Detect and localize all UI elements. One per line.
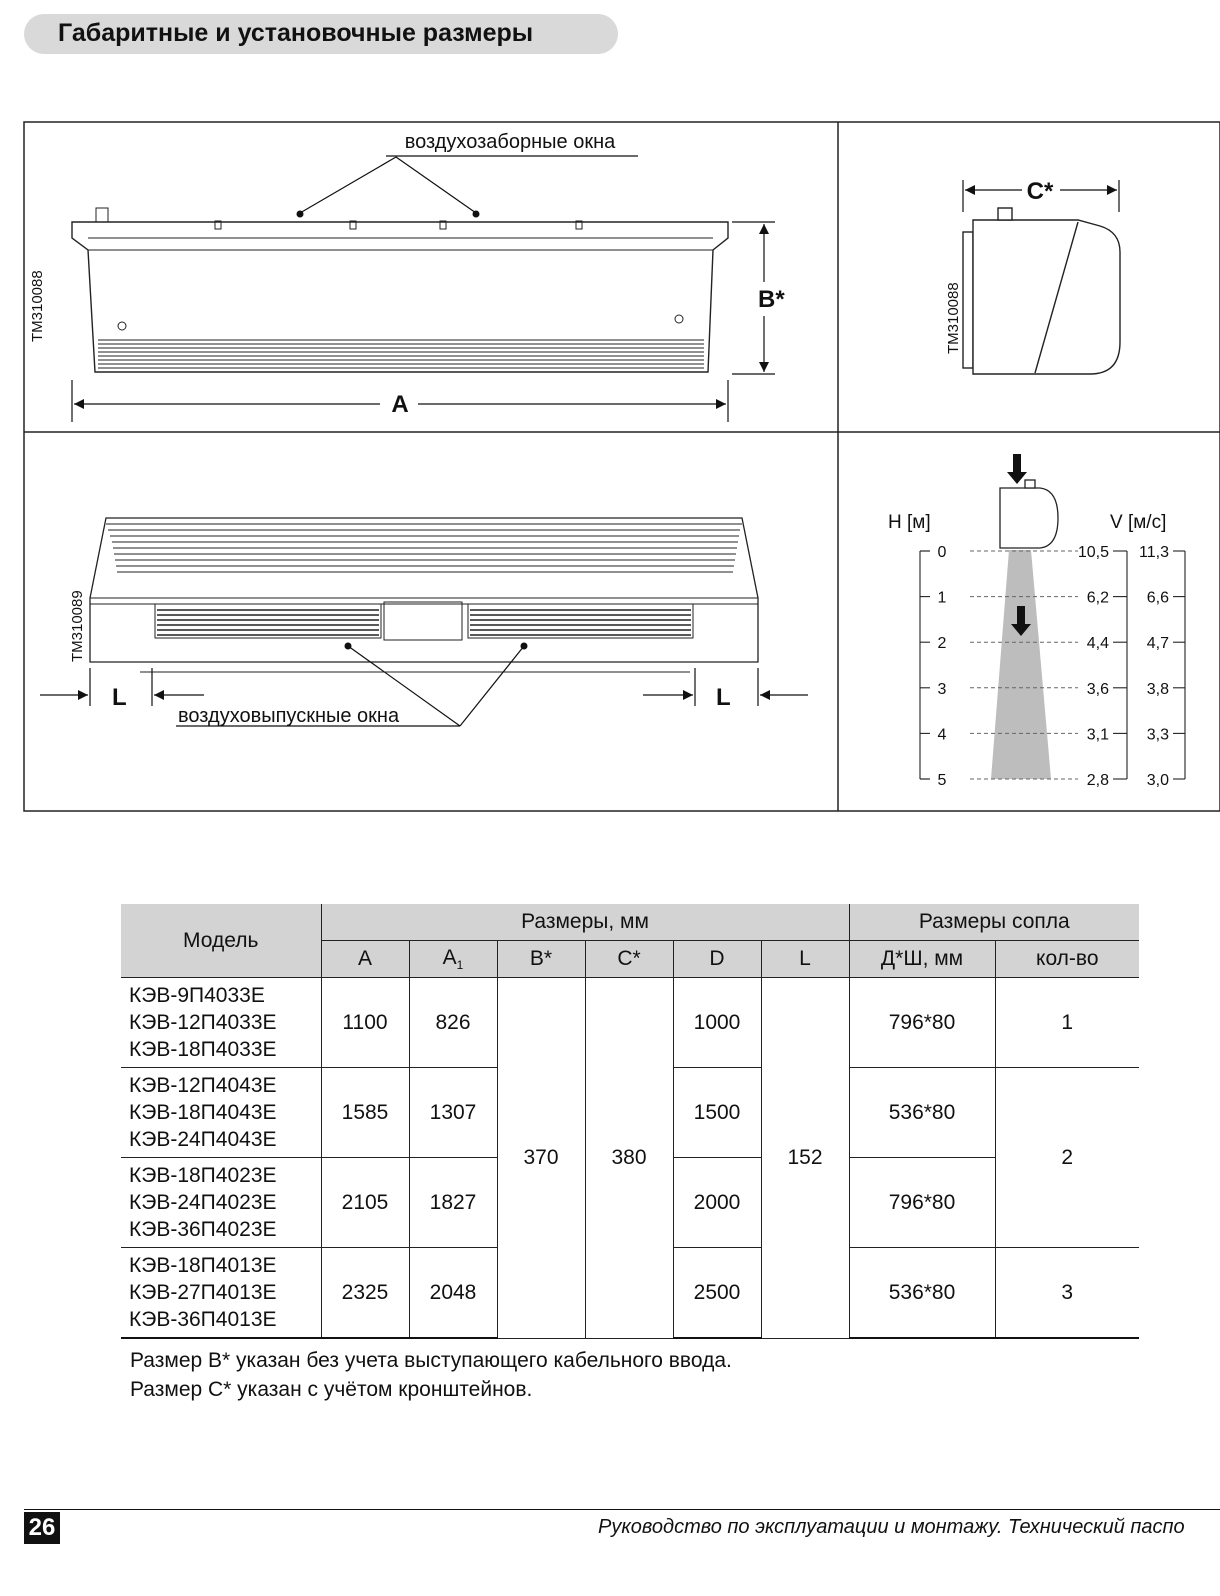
table-row [121,978,1139,1068]
height-tick-label: 0 [937,544,947,561]
side-view-drawing [945,178,1120,374]
cell-b-merged: 370 [497,978,585,1339]
airflow-row [920,681,1185,698]
height-tick-label: 1 [937,589,947,607]
header-a: A [321,941,409,978]
side-view-code: TM310088 [945,282,962,354]
header-l: L [761,941,849,978]
velocity-label-2: 11,3 [1139,544,1169,561]
header-qty: кол-во [995,941,1139,978]
outlet-windows-label: воздуховыпускные окна [178,705,400,727]
cell-c-merged: 380 [585,978,673,1339]
airflow-row [920,635,1185,652]
bottom-view-code: TM310089 [69,590,86,662]
velocity-label-1: 4,4 [1086,635,1109,653]
velocity-label-2: 6,6 [1146,589,1169,607]
cell-dw: 796*80 [849,1158,995,1248]
cell-qty: 3 [995,1248,1139,1339]
dim-a-label: A [391,391,409,418]
airflow-row [920,590,1185,607]
height-tick-label: 2 [937,635,947,653]
header-nozzle-group: Размеры сопла [849,904,1139,941]
dim-c-label: C* [1026,178,1054,205]
cell-a1: 2048 [409,1248,497,1339]
intake-windows-label: воздухозаборные окна [404,131,616,153]
cell-a1: 1827 [409,1158,497,1248]
section-title: Габаритные и установочные размеры [58,19,534,47]
dimensions-table [121,904,1139,1339]
velocity-label-2: 3,8 [1146,680,1169,698]
cell-dw: 796*80 [849,978,995,1068]
table-notes [130,1346,732,1404]
cell-d: 2500 [673,1248,761,1339]
cell-a: 1100 [321,978,409,1068]
velocity-label-2: 3,3 [1146,726,1169,744]
front-view-drawing [29,131,785,422]
header-dw: Д*Ш, мм [849,941,995,978]
cell-a: 2325 [321,1248,409,1339]
dim-l-right: L [716,684,731,711]
header-sizes-group: Размеры, мм [321,904,849,941]
height-tick-label: 3 [937,680,947,698]
cell-a1: 1307 [409,1068,497,1158]
cell-a1: 826 [409,978,497,1068]
cell-d: 1000 [673,978,761,1068]
cell-qty-merged: 2 [995,1068,1139,1248]
velocity-label-1: 10,5 [1077,544,1109,561]
intake-arrow-icon [1007,454,1027,484]
header-d: D [673,941,761,978]
dim-b-label: B* [758,286,785,313]
cell-l-merged: 152 [761,978,849,1339]
velocity-label-1: 2,8 [1086,772,1109,789]
footer-text: Руководство по эксплуатации и монтажу. Технический паспо [598,1516,1185,1538]
front-view-code: TM310088 [29,270,46,342]
cell-dw: 536*80 [849,1068,995,1158]
header-a1: $A_1$ [409,941,497,978]
cell-a: 1585 [321,1068,409,1158]
velocity-label-2: 3,0 [1146,772,1169,789]
page-number: 26 [24,1512,60,1544]
h-axis-label: H [м] [888,512,931,533]
airflow-cone [991,550,1051,779]
v-axis-label: V [м/с] [1110,512,1167,533]
airflow-diagram [888,454,1185,789]
dim-l-left: L [112,684,127,711]
cell-d: 2000 [673,1158,761,1248]
header-b: B* [497,941,585,978]
airflow-row [920,772,1185,789]
model-cell: КЭВ-18П4023E КЭВ-24П4023E КЭВ-36П4023E [121,1158,321,1248]
velocity-label-1: 3,1 [1086,726,1109,744]
cell-dw: 536*80 [849,1248,995,1339]
velocity-label-2: 4,7 [1146,635,1169,653]
velocity-label-1: 3,6 [1086,680,1109,698]
note-b: Размер B* указан без учета выступающего кабельного ввода. [130,1349,732,1372]
velocity-label-1: 6,2 [1086,589,1109,607]
header-model: Модель [121,904,321,978]
height-tick-label: 4 [937,726,947,744]
cell-d: 1500 [673,1068,761,1158]
footer-rule [24,1509,1220,1510]
airflow-row [920,726,1185,743]
model-cell: КЭВ-9П4033E КЭВ-12П4033E КЭВ-18П4033E [121,978,321,1068]
model-cell: КЭВ-12П4043E КЭВ-18П4043E КЭВ-24П4043E [121,1068,321,1158]
height-tick-label: 5 [937,772,947,789]
bottom-view-drawing [40,518,808,727]
model-cell: КЭВ-18П4013E КЭВ-27П4013E КЭВ-36П4013E [121,1248,321,1339]
note-c: Размер C* указан с учётом кронштейнов. [130,1378,533,1401]
header-c: C* [585,941,673,978]
cell-a: 2105 [321,1158,409,1248]
airflow-row [920,544,1185,561]
cell-qty: 1 [995,978,1139,1068]
